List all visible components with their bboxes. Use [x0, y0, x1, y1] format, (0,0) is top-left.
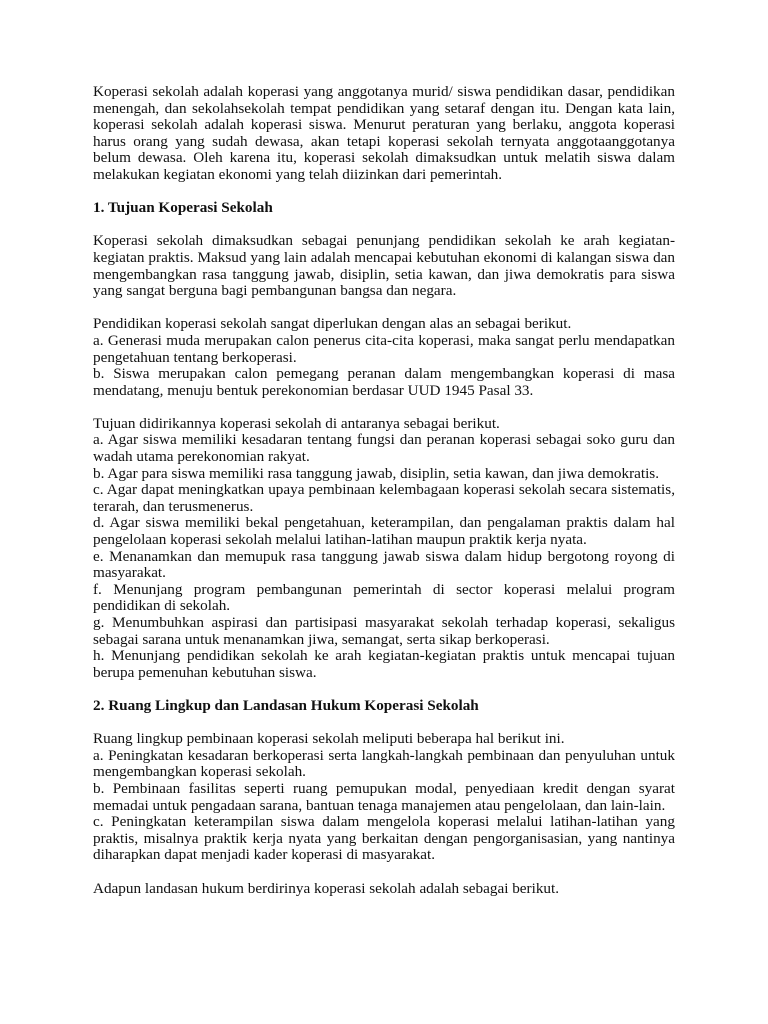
- spacer: [93, 399, 675, 416]
- spacer: [93, 217, 675, 234]
- document-body: [93, 84, 675, 897]
- section-heading-tujuan: 1. Tujuan Koperasi Sekolah: [93, 199, 273, 217]
- spacer: [93, 864, 675, 881]
- goal-item-f: f. Menunjang program pembangunan pemerintah di sector koperasi melalui program pendidikan di sekolah.: [93, 580, 675, 615]
- goal-item-h: h. Menunjang pendidikan sekolah ke arah kegiatan-kegiatan praktis untuk mencapai tujuan berupa pemenuhan kebutuhan siswa.: [93, 647, 675, 681]
- tujuan-paragraph: Koperasi sekolah dimaksudkan sebagai penunjang pendidikan sekolah ke arah kegiatan-kegiatan praktis. Maksud yang lain adalah mencapai kebutuhan ekonomi di kalangan siswa dan mengembangkan rasa tanggung jawab, disiplin, setia kawan, dan jiwa demokratis para siswa yang sangat berguna bagi pembangunan bangsa dan negara.: [93, 232, 675, 300]
- scope-item-c: c. Peningkatan keterampilan siswa dalam mengelola koperasi melalui latihan-latihan yang praktis, misalnya praktik kerja nyata yang berkaitan dengan pengorganisasian, yang nantinya diharapkan dapat menjadi kader koperasi di masyarakat.: [93, 813, 675, 864]
- goal-item-a: a. Agar siswa memiliki kesadaran tentang fungsi dan peranan koperasi sebagai soko guru dan wadah utama perekonomian rakyat.: [93, 431, 675, 466]
- scope-intro: Ruang lingkup pembinaan koperasi sekolah meliputi beberapa hal berikut ini.: [93, 730, 565, 748]
- reason-item-a: a. Generasi muda merupakan calon penerus cita-cita koperasi, maka sangat perlu mendapatkan pengetahuan tentang berkoperasi.: [93, 331, 675, 366]
- spacer: [93, 300, 675, 317]
- goal-item-g: g. Menumbuhkan aspirasi dan partisipasi masyarakat sekolah terhadap koperasi, sekaligus sebagai sarana untuk menanamkan jiwa, semangat, serta sikap berkoperasi.: [93, 614, 675, 648]
- reasons-intro: Pendidikan koperasi sekolah sangat diperlukan dengan alas an sebagai berikut.: [93, 315, 572, 333]
- spacer: [93, 681, 675, 698]
- intro-paragraph: Koperasi sekolah adalah koperasi yang anggotanya murid/ siswa pendidikan dasar, pendidikan menengah, dan sekolahsekolah tempat pendidikan yang setaraf dengan itu. Dengan kata lain, koperasi sekolah adalah koperasi siswa. Menurut peraturan yang berlaku, anggota koperasi harus orang yang sudah dewasa, akan tetapi koperasi sekolah ternyata anggotaanggotanya belum dewasa. Oleh karena itu, koperasi sekolah dimaksudkan untuk melatih siswa dalam melakukan kegiatan ekonomi yang telah diizinkan dari pemerintah.: [93, 83, 675, 183]
- scope-item-b: b. Pembinaan fasilitas seperti ruang pemupukan modal, penyediaan kredit dengan syarat memadai untuk pengadaan sarana, bantuan tenaga manajemen atau pengelolaan, dan lain-lain.: [93, 779, 675, 814]
- goal-item-b: b. Agar para siswa memiliki rasa tanggung jawab, disiplin, setia kawan, dan jiwa demokratis.: [93, 464, 660, 482]
- reason-item-b: b. Siswa merupakan calon pemegang peranan dalam mengembangkan koperasi di masa mendatang, menuju bentuk perekonomian berdasar UUD 1945 Pasal 33.: [93, 365, 675, 399]
- spacer: [93, 715, 675, 732]
- scope-item-a: a. Peningkatan kesadaran berkoperasi serta langkah-langkah pembinaan dan penyuluhan untuk mengembangkan koperasi sekolah.: [93, 746, 675, 781]
- section-heading-ruang-lingkup: 2. Ruang Lingkup dan Landasan Hukum Koperasi Sekolah: [93, 696, 479, 714]
- goals-intro: Tujuan didirikannya koperasi sekolah di antaranya sebagai berikut.: [93, 414, 500, 432]
- goal-item-d: d. Agar siswa memiliki bekal pengetahuan, keterampilan, dan pengalaman praktis dalam hal pengelolaan koperasi sekolah melalui latihan-latihan maupun praktik kerja nyata.: [93, 514, 675, 549]
- spacer: [93, 184, 675, 201]
- goal-item-e: e. Menanamkan dan memupuk rasa tanggung jawab siswa dalam hidup bergotong royong di masyarakat.: [93, 547, 675, 582]
- goal-item-c: c. Agar dapat meningkatkan upaya pembinaan kelembagaan koperasi sekolah secara sistematis, terarah, dan terusmenerus.: [93, 481, 675, 515]
- legal-intro: Adapun landasan hukum berdirinya koperasi sekolah adalah sebagai berikut.: [93, 879, 560, 897]
